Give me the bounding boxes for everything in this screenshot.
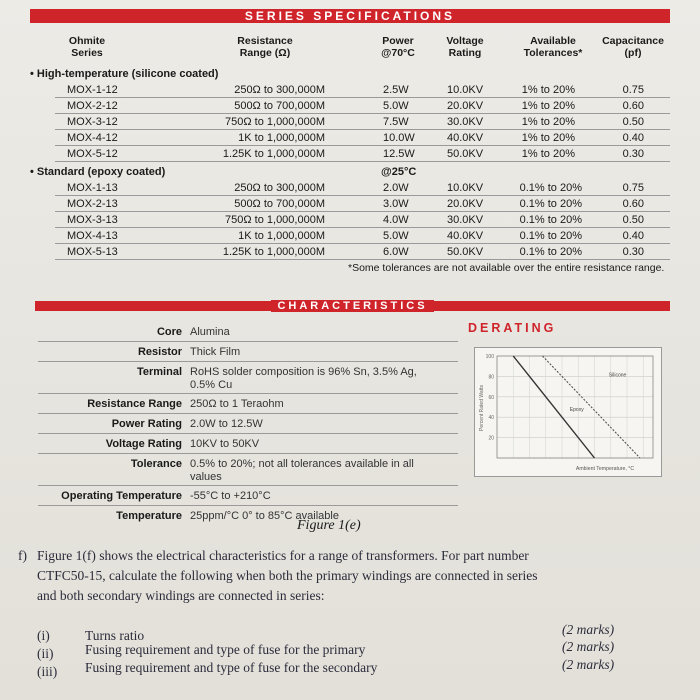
- spec-cell-tol: 0.1% to 20%: [519, 198, 582, 210]
- spec-cell-power: 4.0W: [383, 214, 409, 226]
- spec-cell-cap: 0.30: [622, 148, 644, 160]
- spec-cell-range: 500Ω to 700,000M: [234, 198, 325, 210]
- char-value: 10KV to 50KV: [190, 438, 260, 450]
- spec-cell-range: 750Ω to 1,000,000M: [225, 214, 325, 226]
- x-axis-label: Ambient Temperature, °C: [575, 466, 635, 472]
- char-value: 0.5% to 20%; not all tolerances available in all: [190, 458, 414, 470]
- char-value: RoHS solder composition is 96% Sn, 3.5% Ag,: [190, 366, 417, 378]
- spec-cell-tol: 0.1% to 20%: [519, 246, 582, 258]
- derating-title: DERATING: [468, 321, 557, 335]
- spec-cell-cap: 0.40: [622, 230, 644, 242]
- characteristics-banner: CHARACTERISTICS: [35, 301, 670, 311]
- header-capacitance: Capacitance (pf): [602, 35, 664, 59]
- y-axis-label: Percent Rated Watts: [479, 385, 485, 431]
- char-label: Resistance Range: [87, 398, 182, 410]
- y-tick-label: 80: [488, 374, 494, 381]
- char-divider: [38, 393, 458, 394]
- char-label: Temperature: [116, 510, 182, 522]
- spec-cell-voltage: 40.0KV: [447, 230, 484, 242]
- series-specifications-banner: SERIES SPECIFICATIONS: [30, 9, 670, 23]
- spec-cell-cap: 0.50: [622, 116, 644, 128]
- spec-cell-voltage: 10.0KV: [447, 84, 484, 96]
- char-value: -55°C to +210°C: [190, 490, 271, 502]
- spec-cell-range: 1K to 1,000,000M: [238, 132, 325, 144]
- spec-cell-cap: 0.75: [622, 84, 644, 96]
- header-tolerances: Available Tolerances*: [523, 35, 583, 59]
- spec-cell-power: 6.0W: [383, 246, 409, 258]
- spec-cell-cap: 0.60: [622, 198, 644, 210]
- item-ii-marks: (2 marks): [562, 639, 615, 654]
- spec-cell-range: 1.25K to 1,000,000M: [222, 246, 325, 258]
- header-series: Ohmite Series: [68, 35, 106, 59]
- spec-cell-tol: 1% to 20%: [521, 84, 575, 96]
- char-value: 250Ω to 1 Teraohm: [190, 398, 284, 410]
- spec-cell-power: 5.0W: [383, 230, 409, 242]
- row-divider: [55, 243, 670, 244]
- header-voltage: Voltage Rating: [446, 35, 484, 59]
- item-iii-text: Fusing requirement and type of fuse for the secondary: [85, 660, 378, 675]
- item-iii-number: (iii): [37, 664, 58, 679]
- row-divider: [55, 97, 670, 98]
- item-i-marks: (2 marks): [562, 622, 615, 637]
- spec-cell-series: MOX-4-12: [67, 132, 118, 144]
- y-tick-label: 60: [488, 394, 494, 401]
- spec-cell-series: MOX-2-13: [67, 198, 118, 210]
- spec-cell-range: 500Ω to 700,000M: [234, 100, 325, 112]
- item-iii-marks: (2 marks): [562, 657, 615, 672]
- spec-cell-series: MOX-3-12: [67, 116, 118, 128]
- char-label: Tolerance: [130, 458, 182, 470]
- spec-cell-tol: 0.1% to 20%: [519, 214, 582, 226]
- char-divider: [38, 341, 458, 342]
- spec-cell-power: 2.0W: [383, 182, 409, 194]
- spec-cell-cap: 0.40: [622, 132, 644, 144]
- char-value: Thick Film: [190, 346, 241, 358]
- char-value: 25ppm/°C 0° to 85°C available: [190, 510, 339, 522]
- spec-cell-cap: 0.75: [622, 182, 644, 194]
- row-divider: [55, 227, 670, 228]
- char-divider: [38, 413, 458, 414]
- spec-cell-range: 1K to 1,000,000M: [238, 230, 325, 242]
- y-tick-label: 20: [488, 435, 494, 442]
- spec-cell-series: MOX-3-13: [67, 214, 118, 226]
- tolerance-footnote: *Some tolerances are not available over the entire resistance range.: [348, 262, 665, 274]
- spec-cell-tol: 0.1% to 20%: [519, 230, 582, 242]
- row-divider: [55, 113, 670, 114]
- figure-caption: Figure 1(e): [297, 518, 361, 533]
- char-label: Power Rating: [111, 418, 182, 430]
- char-divider: [38, 433, 458, 434]
- question-number: f): [18, 548, 27, 563]
- spec-cell-power: 5.0W: [383, 100, 409, 112]
- derating-plot: [475, 348, 661, 476]
- char-divider: [38, 505, 458, 506]
- row-divider: [55, 145, 670, 146]
- row-divider: [55, 259, 670, 260]
- spec-cell-tol: 1% to 20%: [521, 148, 575, 160]
- spec-cell-cap: 0.30: [622, 246, 644, 258]
- row-divider: [55, 211, 670, 212]
- item-i-text: Turns ratio: [85, 628, 145, 643]
- question-line-2: CTFC50-15, calculate the following when both the primary windings are connected in series: [37, 568, 538, 583]
- spec-cell-power: 12.5W: [383, 148, 415, 160]
- item-ii-text: Fusing requirement and type of fuse for the primary: [85, 642, 366, 657]
- spec-cell-voltage: 50.0KV: [447, 246, 484, 258]
- spec-cell-voltage: 10.0KV: [447, 182, 484, 194]
- series-label-epoxy: Epoxy: [569, 407, 584, 414]
- spec-cell-series: MOX-5-12: [67, 148, 118, 160]
- spec-cell-power: 10.0W: [383, 132, 415, 144]
- char-divider: [38, 361, 458, 362]
- char-value-continued: 0.5% Cu: [190, 379, 233, 391]
- spec-cell-power: 3.0W: [383, 198, 409, 210]
- spec-cell-range: 250Ω to 300,000M: [234, 84, 325, 96]
- spec-cell-voltage: 50.0KV: [447, 148, 484, 160]
- spec-cell-cap: 0.60: [622, 100, 644, 112]
- spec-cell-power: 7.5W: [383, 116, 409, 128]
- char-label: Operating Temperature: [61, 490, 182, 502]
- spec-cell-series: MOX-4-13: [67, 230, 118, 242]
- spec-cell-range: 750Ω to 1,000,000M: [225, 116, 325, 128]
- spec-cell-series: MOX-1-13: [67, 182, 118, 194]
- item-ii-number: (ii): [37, 646, 54, 661]
- group2-power-header: @25°C: [381, 166, 417, 178]
- header-power: Power @70°C: [381, 35, 415, 59]
- spec-cell-voltage: 20.0KV: [447, 198, 484, 210]
- header-resistance: Resistance Range (Ω): [237, 35, 293, 59]
- spec-cell-range: 250Ω to 300,000M: [234, 182, 325, 194]
- spec-cell-power: 2.5W: [383, 84, 409, 96]
- spec-cell-tol: 1% to 20%: [521, 100, 575, 112]
- spec-cell-cap: 0.50: [622, 214, 644, 226]
- spec-cell-tol: 1% to 20%: [521, 116, 575, 128]
- char-divider: [38, 453, 458, 454]
- question-line-3: and both secondary windings are connected in series:: [37, 588, 325, 603]
- spec-cell-range: 1.25K to 1,000,000M: [222, 148, 325, 160]
- spec-cell-tol: 1% to 20%: [521, 132, 575, 144]
- derating-chart: [474, 347, 662, 477]
- char-label: Voltage Rating: [105, 438, 182, 450]
- spec-cell-voltage: 40.0KV: [447, 132, 484, 144]
- row-divider: [55, 129, 670, 130]
- char-label: Resistor: [137, 346, 182, 358]
- group-standard: • Standard (epoxy coated): [30, 166, 166, 178]
- char-label: Terminal: [136, 366, 182, 378]
- series-line-silicone: [543, 356, 641, 458]
- char-label: Core: [156, 326, 182, 338]
- y-tick-label: 100: [485, 354, 494, 360]
- row-divider: [55, 195, 670, 196]
- row-divider: [55, 161, 670, 162]
- spec-cell-series: MOX-1-12: [67, 84, 118, 96]
- question-line-1: Figure 1(f) shows the electrical characteristics for a range of transformers. For part number: [37, 548, 529, 563]
- char-value: 2.0W to 12.5W: [190, 418, 263, 430]
- spec-cell-voltage: 30.0KV: [447, 214, 484, 226]
- spec-cell-series: MOX-2-12: [67, 100, 118, 112]
- y-tick-label: 40: [488, 415, 494, 422]
- spec-cell-tol: 0.1% to 20%: [519, 182, 582, 194]
- char-divider: [38, 485, 458, 486]
- group-high-temperature: • High-temperature (silicone coated): [30, 68, 219, 80]
- spec-cell-voltage: 20.0KV: [447, 100, 484, 112]
- char-value: Alumina: [190, 326, 230, 338]
- spec-cell-voltage: 30.0KV: [447, 116, 484, 128]
- char-value-continued: values: [190, 471, 222, 483]
- series-label-silicone: Silicone: [608, 372, 627, 379]
- spec-cell-series: MOX-5-13: [67, 246, 118, 258]
- item-i-number: (i): [37, 628, 50, 643]
